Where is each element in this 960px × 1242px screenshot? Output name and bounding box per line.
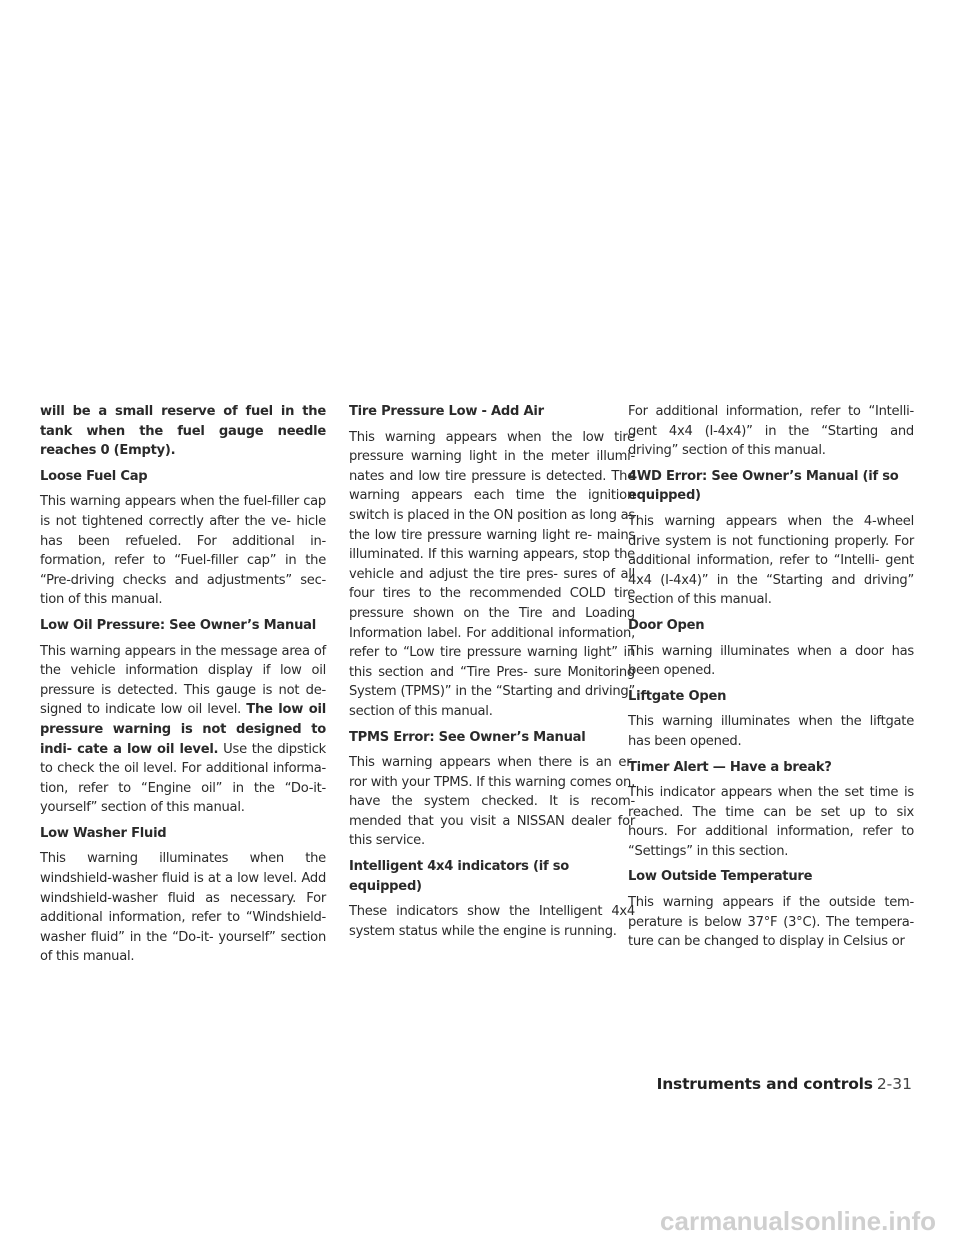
section-heading-timer-alert: Timer Alert — Have a break? (628, 759, 832, 775)
text-column-3 (628, 402, 914, 958)
section-body-door-open: This warning illuminates when a door has been opened. (628, 643, 914, 679)
page-footer (657, 1075, 912, 1093)
bold-warning-text: The low oil pressure warning is not designed to indi- cate a low oil level. (40, 702, 326, 757)
watermark: carmanualsonline.info (660, 1206, 936, 1236)
section-heading-intelligent-4x4: Intelligent 4x4 indicators (if so equipped) (349, 859, 570, 894)
continued-paragraph: For additional information, refer to “Intelli- gent 4x4 (I-4x4)” in the “Starting and driving” section of this manual. (628, 404, 914, 459)
text-column-2 (349, 402, 635, 947)
body-text: This warning appears in the message area of the vehicle information display if low oil pressure is detected. This gauge is not de- signed to indicate low oil level. (40, 643, 326, 718)
text-column-1 (40, 402, 326, 973)
section-heading-4wd-error: 4WD Error: See Owner’s Manual (if so equipped) (628, 468, 899, 504)
section-heading-low-outside-temperature: Low Outside Temperature (628, 869, 813, 885)
section-heading-loose-fuel-cap: Loose Fuel Cap (40, 468, 148, 484)
section-body-loose-fuel-cap: This warning appears when the fuel-filler cap is not tightened correctly after the ve- hicle has been refueled. For additional in- formation, refer to “Fuel-filler cap” in the “Pre-driving checks and adjustments” sec- tion of this manual. (40, 494, 326, 608)
page-number: 2-31 (876, 1075, 912, 1093)
section-body-low-oil-pressure (40, 642, 326, 818)
section-body-4wd-error: This warning appears when the 4-wheel drive system is not functioning properly. For additional information, refer to “Intelli- gent 4x4 (I-4x4)” in the “Starting and driving” section of this manual. (628, 513, 914, 608)
section-body-tire-pressure-low: This warning appears when the low tire pressure warning light in the meter illumi- nates and low tire pressure is detected. The warning appears each time the ignition switch is placed in the ON position as long as the low tire pressure warning light re- mains illuminated. If this warning appears, stop the vehicle and adjust the tire pres- sures of all four tires to the recommended COLD tire pressure shown on the Tire and Loading Information label. For additional information, refer to “Low tire pressure warning light” in this section and “Tire Pres- sure Monitoring System (TPMS)” in the “Starting and driving” section of this manual. (349, 429, 635, 719)
footer-section-title: Instruments and controls (656, 1075, 873, 1093)
section-body-tpms-error: This warning appears when there is an er- ror with your TPMS. If this warning comes on, have the system checked. It is recom- mended that you visit a NISSAN dealer for this service. (349, 755, 635, 849)
section-heading-low-washer-fluid: Low Washer Fluid (40, 825, 167, 841)
section-body-low-washer-fluid: This warning illuminates when the windshield-washer fluid is at a low level. Add windshield-washer fluid as necessary. For additional information, refer to “Windshield-washer fluid” in the “Do-it- yourself” section of this manual. (40, 851, 326, 965)
section-body-liftgate-open: This warning illuminates when the liftgate has been opened. (628, 714, 914, 749)
continued-paragraph: will be a small reserve of fuel in the tank when the fuel gauge needle reaches 0 (Empty). (40, 404, 326, 459)
body-text: Use the dipstick to check the oil level. For additional informa- tion, refer to “Engine oil” in the “Do-it- yourself” section of this manual. (40, 741, 326, 816)
section-body-intelligent-4x4: These indicators show the Intelligent 4x4 system status while the engine is running. (349, 904, 635, 939)
section-heading-liftgate-open: Liftgate Open (628, 688, 727, 704)
section-heading-tpms-error: TPMS Error: See Owner’s Manual (349, 729, 586, 745)
section-body-low-outside-temperature: This warning appears if the outside tem- perature is below 37°F (3°C). The tempera- ture can be changed to display in Celsius or (628, 895, 914, 950)
section-heading-tire-pressure-low: Tire Pressure Low - Add Air (349, 404, 544, 419)
section-body-timer-alert: This indicator appears when the set time is reached. The time can be set up to six hours. For additional information, refer to “Settings” in this section. (628, 785, 914, 859)
section-heading-low-oil-pressure: Low Oil Pressure: See Owner’s Manual (40, 617, 316, 633)
section-heading-door-open: Door Open (628, 617, 705, 633)
